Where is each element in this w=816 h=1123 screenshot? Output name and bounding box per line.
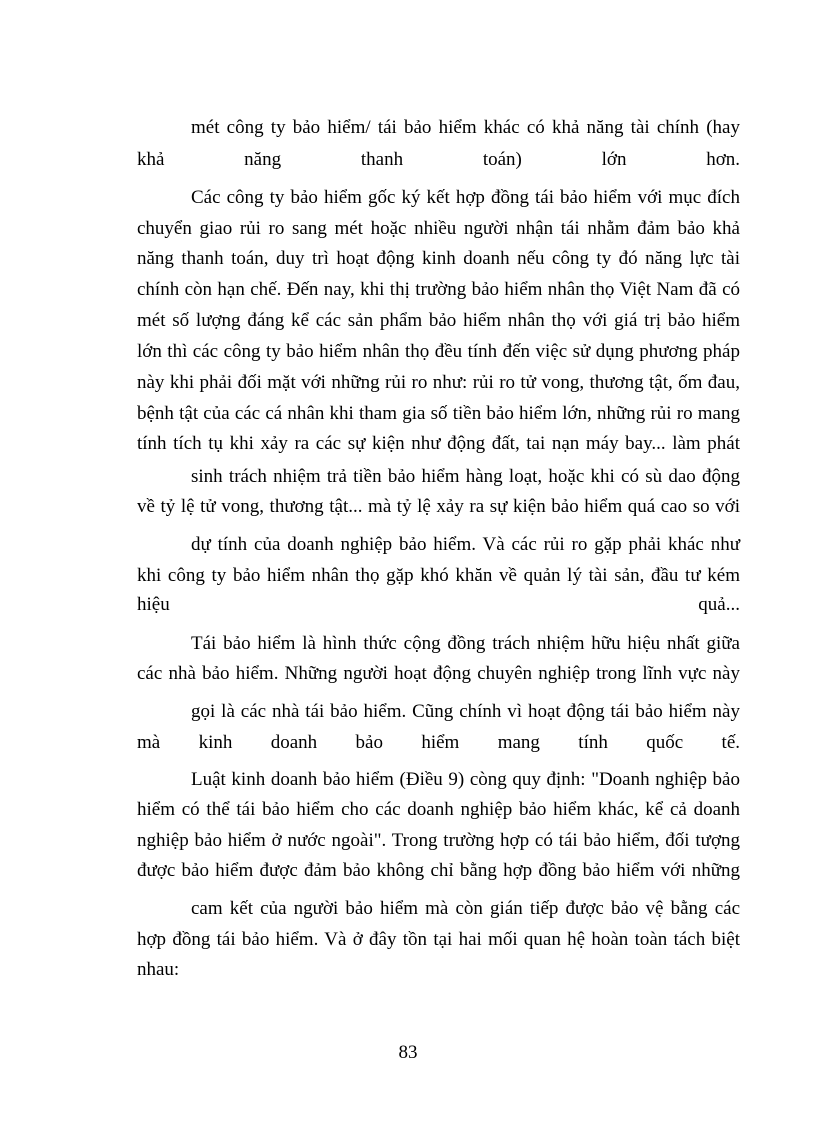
text-line: về tỷ lệ tử vong, thương tật... mà tỷ lệ xảy ra sự kiện bảo hiểm quá cao so với	[137, 496, 740, 517]
text-line: Tái bảo hiểm là hình thức cộng đồng trách nhiệm hữu hiệu nhất giữa	[191, 633, 740, 654]
text-line: nghiệp bảo hiểm ở nước ngoài". Trong trường hợp có tái bảo hiểm, đối tượng	[137, 830, 740, 851]
text-line: sinh trách nhiệm trả tiền bảo hiểm hàng loạt, hoặc khi có sù dao động	[191, 466, 740, 487]
text-line: được bảo hiểm được đảm bảo không chỉ bằng hợp đồng bảo hiểm với những	[137, 860, 740, 881]
text-line: mét số lượng đáng kể các sản phẩm bảo hiểm nhân thọ với giá trị bảo hiểm	[137, 310, 740, 331]
text-line: hợp đồng tái bảo hiểm. Và ở đây tồn tại hai mối quan hệ hoàn toàn tách biệt	[137, 929, 740, 950]
text-line: này khi phải đối mặt với những rủi ro như: rủi ro tử vong, thương tật, ốm đau,	[137, 372, 740, 393]
text-line: khả năng thanh toán) lớn hơn.	[137, 149, 740, 170]
text-line: hiểm có thể tái bảo hiểm cho các doanh nghiệp bảo hiểm khác, kể cả doanh	[137, 799, 740, 820]
text-line: nhau:	[137, 959, 180, 980]
text-line: hiệu quả...	[137, 594, 740, 615]
text-line: tính tích tụ khi xảy ra các sự kiện như động đất, tai nạn máy bay... làm phát	[137, 433, 740, 454]
text-line: dự tính của doanh nghiệp bảo hiểm. Và các rủi ro gặp phải khác như	[191, 534, 740, 555]
text-line: gọi là các nhà tái bảo hiểm. Cũng chính vì hoạt động tái bảo hiểm này	[191, 701, 740, 722]
text-line: khi công ty bảo hiểm nhân thọ gặp khó khăn về quản lý tài sản, đầu tư kém	[137, 565, 740, 586]
text-line: Các công ty bảo hiểm gốc ký kết hợp đồng tái bảo hiểm với mục đích	[191, 187, 740, 208]
page-number: 83	[398, 1042, 418, 1063]
text-line: năng thanh toán, duy trì hoạt động kinh doanh nếu công ty đó năng lực tài	[137, 248, 740, 269]
text-line: chính còn hạn chế. Đến nay, khi thị trường bảo hiểm nhân thọ Việt Nam đã có	[137, 279, 740, 300]
text-line: mét công ty bảo hiểm/ tái bảo hiểm khác có khả năng tài chính (hay	[191, 117, 740, 138]
text-line: bệnh tật của các cá nhân khi tham gia số tiền bảo hiểm lớn, những rủi ro mang	[137, 403, 740, 424]
text-line: chuyển giao rủi ro sang mét hoặc nhiều người nhận tái nhằm đảm bảo khả	[137, 218, 740, 239]
text-line: các nhà bảo hiểm. Những người hoạt động chuyên nghiệp trong lĩnh vực này	[137, 663, 740, 684]
text-line: lớn thì các công ty bảo hiểm nhân thọ đều tính đến việc sử dụng phương pháp	[137, 341, 740, 362]
text-line: Luật kinh doanh bảo hiểm (Điều 9) còng quy định: "Doanh nghiệp bảo	[191, 769, 740, 790]
text-line: mà kinh doanh bảo hiểm mang tính quốc tế.	[137, 732, 740, 753]
text-line: cam kết của người bảo hiểm mà còn gián tiếp được bảo vệ bằng các	[191, 898, 740, 919]
